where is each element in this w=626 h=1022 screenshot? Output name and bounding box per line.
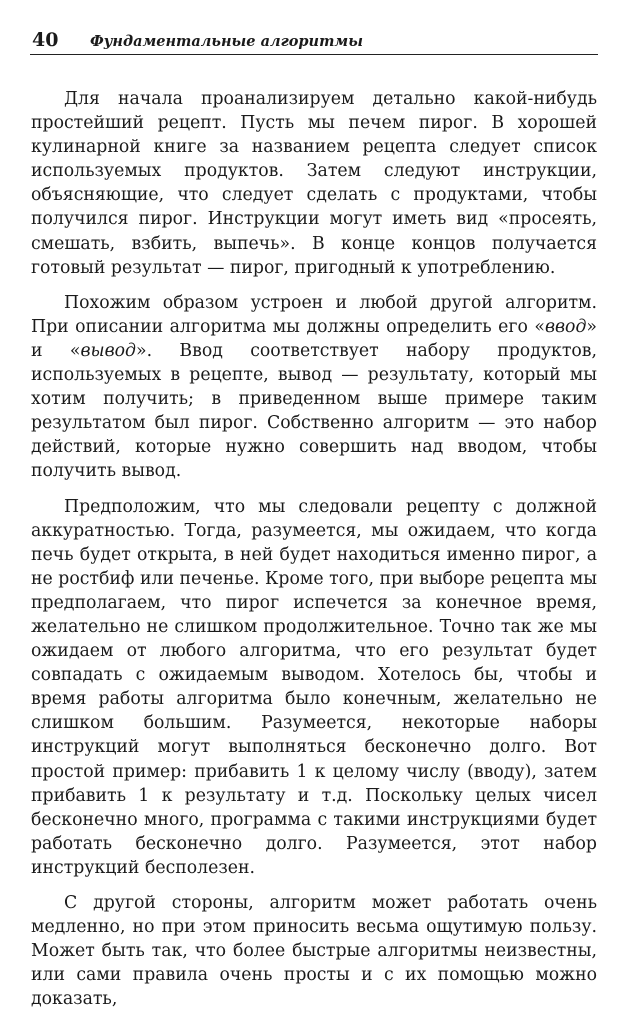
paragraph-2-text-c: ». Ввод соответствует набору продуктов, используемых в рецепте, вывод — результату, который мы хотим получить; в приведенном выше примере таким результатом был пирог. Собственно алгоритм — это набор действий, которые нужно совершить над вводом, чтобы получить вывод. [31, 340, 598, 482]
paragraph-2-text-b: » и « [31, 316, 597, 361]
paragraph-4: С другой стороны, алгоритм может работать очень медленно, но при этом приносить весьма ощутимую пользу. Может быть так, что более быстрые алгоритмы неизвестны, или сами правила очень просты и с их помощью можно доказать, [31, 893, 597, 1010]
paragraph-2-text-a: Похожим образом устроен и любой другой алгоритм. При описании алгоритма мы должны определить его « [31, 292, 597, 337]
term-output: вывод [80, 340, 136, 361]
paragraph-2 [31, 291, 597, 484]
body-text [31, 87, 597, 1022]
term-input: ввод [544, 316, 587, 337]
paragraph-3: Предположим, что мы следовали рецепту с должной аккуратностью. Тогда, разумеется, мы ожидаем, что когда печь будет открыта, в ней будет находиться именно пирог, а не ростбиф или печенье. Кроме того, при выборе рецепта мы предполагаем, что пирог испечется за конечное время, желательно не слишком продолжительное. Точно так же мы ожидаем от любого алгоритма, что его результат будет совпадать с ожидаемым выводом. Хотелось бы, чтобы и время работы алгоритма было конечным, желательно не слишком большим. Разумеется, некоторые наборы инструкций могут выполняться бесконечно долго. Вот простой пример: прибавить 1 к целому числу (вводу), затем прибавить 1 к результату и т.д. Поскольку целых чисел бесконечно много, программа с такими инструкциями будет работать бесконечно долго. Разумеется, этот набор инструкций бесполезен. [31, 496, 597, 878]
page-header [30, 30, 598, 55]
paragraph-1: Для начала проанализируем детально какой-нибудь простейший рецепт. Пусть мы печем пирог. В хорошей кулинарной книге за названием рецепта следует список используемых продуктов. Затем следуют инструкции, объясняющие, что следует сделать с продуктами, чтобы получился пирог. Инструкции могут иметь вид «просеять, смешать, взбить, выпечь». В конце концов получается готовый результат — пирог, пригодный к употреблению. [31, 89, 597, 278]
running-title: Фундаментальные алгоритмы [90, 33, 363, 50]
page-number: 40 [32, 29, 59, 51]
